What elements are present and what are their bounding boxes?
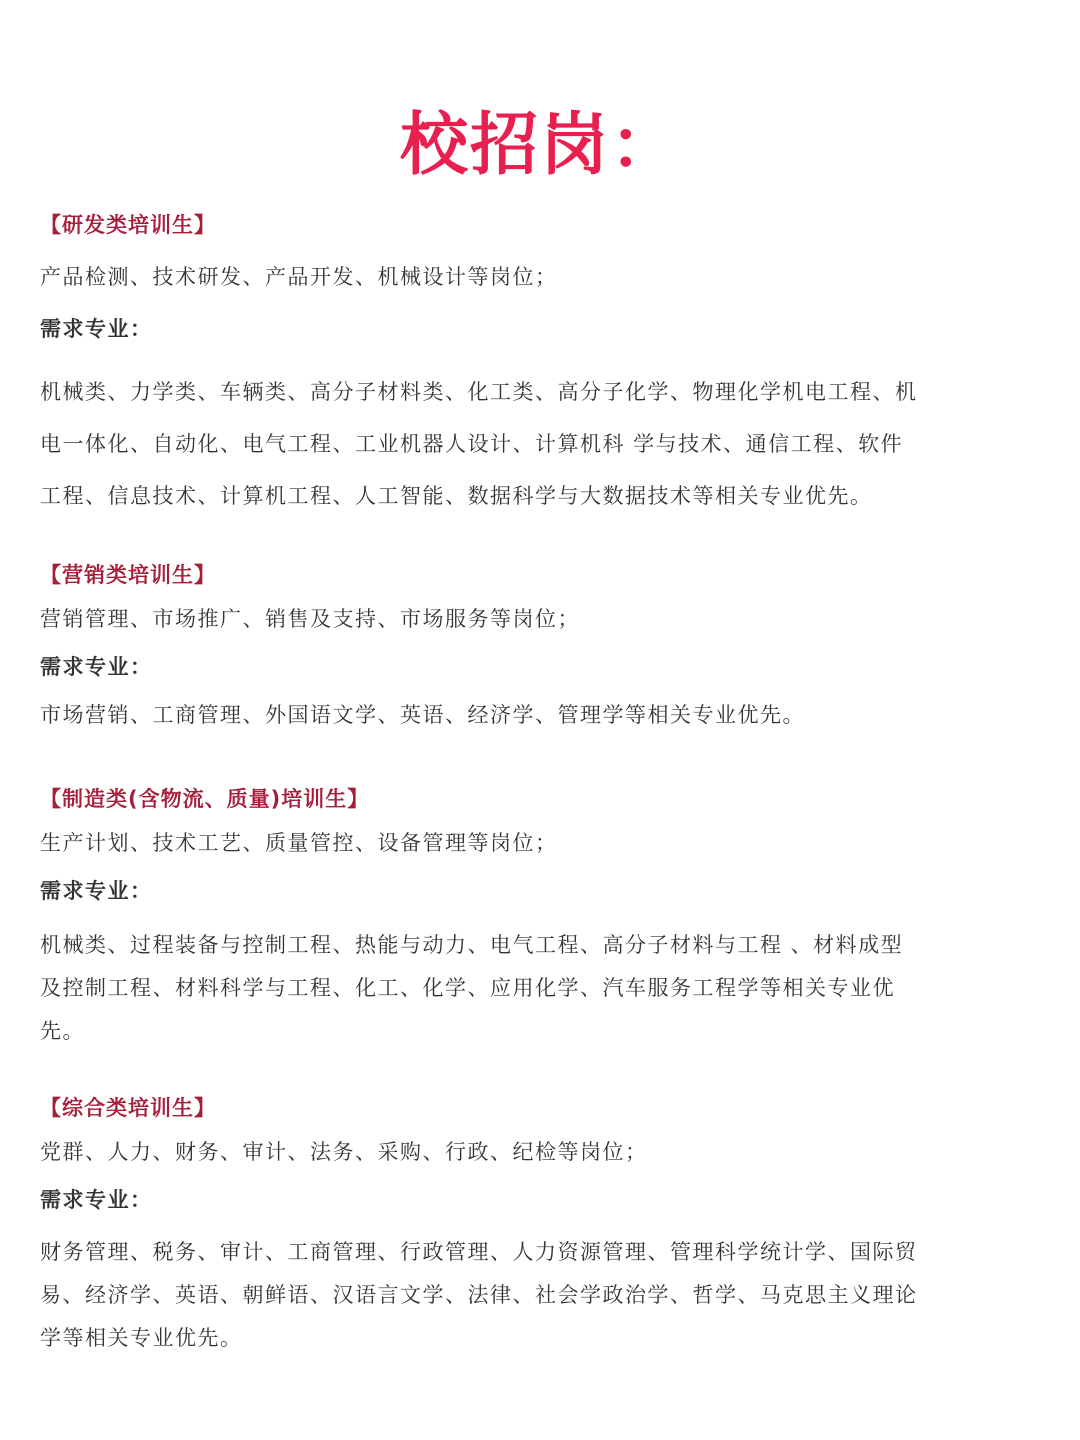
required-majors-label: 需求专业： [40,655,153,679]
section-general-trainee [40,1093,1040,1360]
majors-line: 先。 [40,1019,85,1043]
section-manufacturing-trainee [40,784,1040,1053]
required-majors-label: 需求专业： [40,317,153,341]
required-majors [40,1231,1040,1360]
required-majors [40,366,1040,522]
required-majors [40,924,1040,1053]
section-heading: 【综合类培训生】 [40,1096,216,1120]
section-marketing-trainee [40,560,1040,730]
required-majors-label: 需求专业： [40,1188,153,1212]
majors-line: 机械类、过程装备与控制工程、热能与动力、电气工程、高分子材料与工程 、材料成型 [40,933,904,957]
majors-line: 易、经济学、英语、朝鲜语、汉语言文学、法律、社会学政治学、哲学、马克思主义理论 [40,1283,918,1307]
required-majors [40,700,1040,730]
section-heading: 【制造类(含物流、质量)培训生】 [40,787,370,811]
section-roles: 生产计划、技术工艺、质量管控、设备管理等岗位； [40,831,558,855]
section-roles: 营销管理、市场推广、销售及支持、市场服务等岗位； [40,607,580,631]
page-title: 校招岗： [399,106,680,185]
majors-line: 电一体化、自动化、电气工程、工业机器人设计、计算机科 学与技术、通信工程、软件 [40,432,904,456]
section-heading: 【研发类培训生】 [40,213,216,237]
required-majors-label: 需求专业： [40,879,153,903]
section-roles: 产品检测、技术研发、产品开发、机械设计等岗位； [40,265,558,289]
majors-line: 财务管理、税务、审计、工商管理、行政管理、人力资源管理、管理科学统计学、国际贸 [40,1240,918,1264]
section-heading: 【营销类培训生】 [40,563,216,587]
majors-line: 市场营销、工商管理、外国语文学、英语、经济学、管理学等相关专业优先。 [40,703,805,727]
majors-line: 及控制工程、材料科学与工程、化工、化学、应用化学、汽车服务工程学等相关专业优 [40,976,895,1000]
section-rd-trainee [40,210,1040,522]
majors-line: 学等相关专业优先。 [40,1326,243,1350]
majors-line: 机械类、力学类、车辆类、高分子材料类、化工类、高分子化学、物理化学机电工程、机 [40,380,918,404]
majors-line: 工程、信息技术、计算机工程、人工智能、数据科学与大数据技术等相关专业优先。 [40,484,873,508]
section-roles: 党群、人力、财务、审计、法务、采购、行政、纪检等岗位； [40,1140,648,1164]
